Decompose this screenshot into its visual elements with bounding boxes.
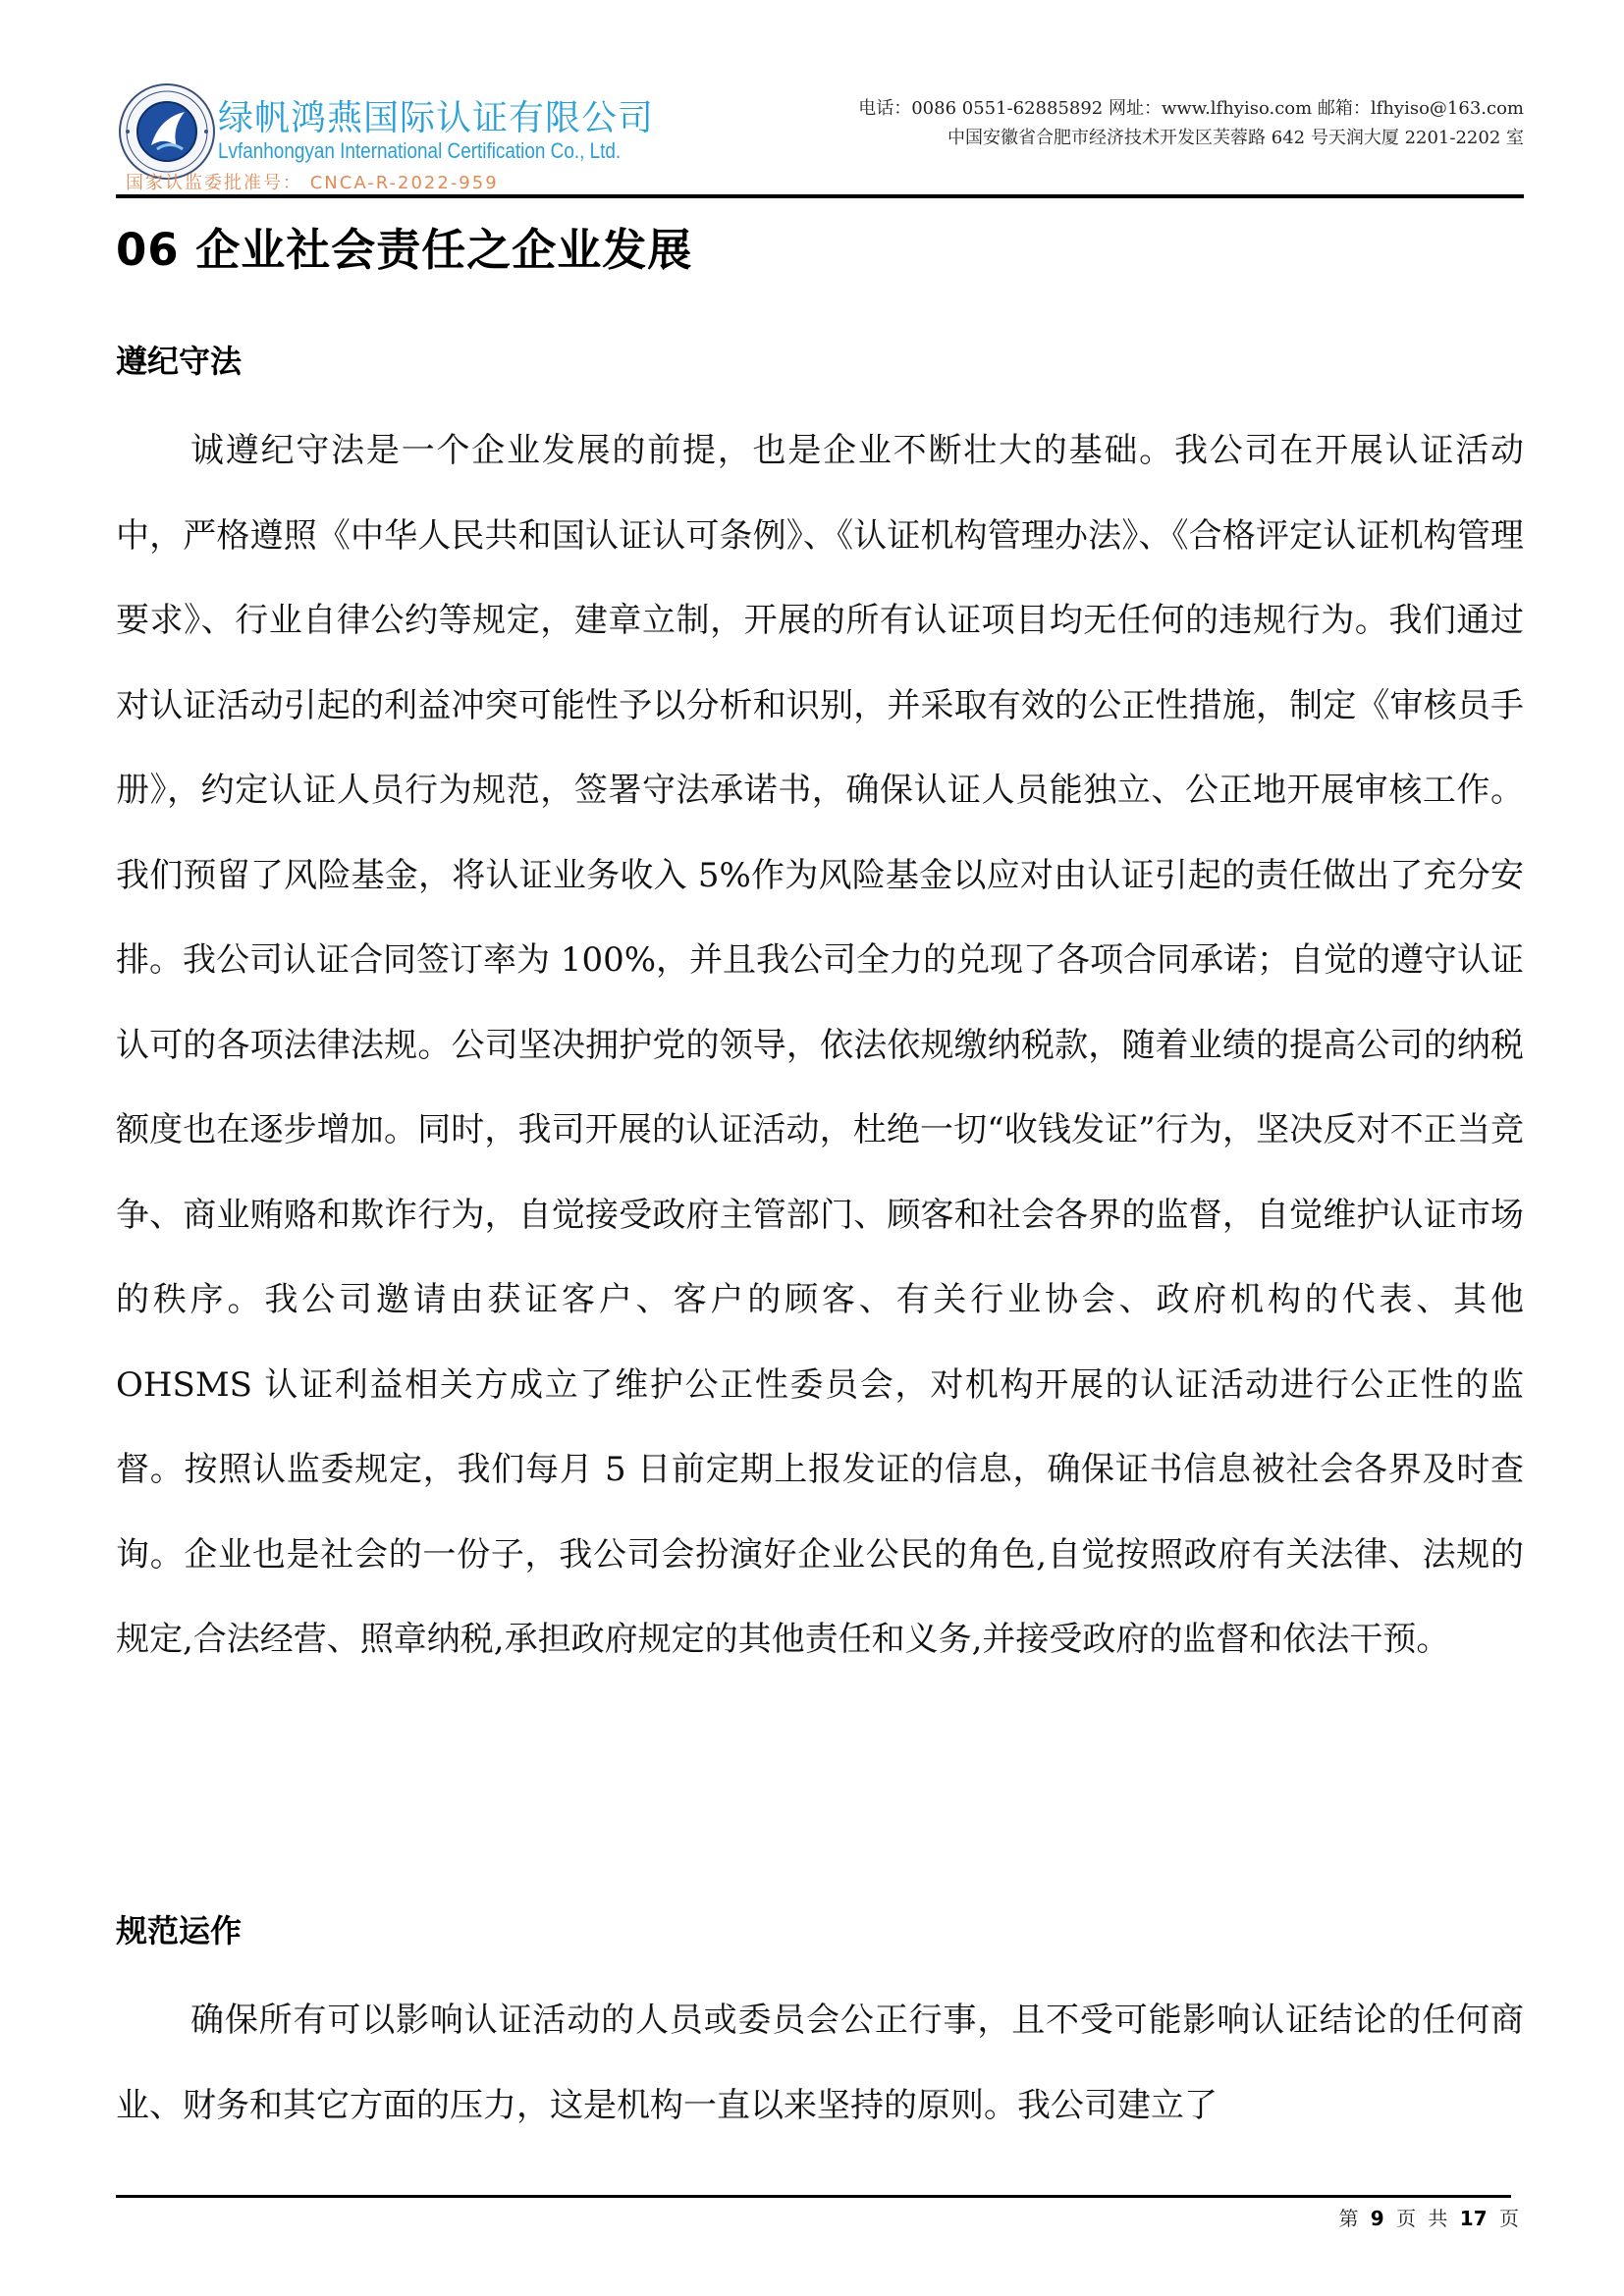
total-pages: 17: [1459, 2207, 1488, 2230]
letterhead: [116, 77, 1524, 196]
company-seal-logo-icon: [118, 82, 216, 181]
footer-divider: [116, 2195, 1511, 2198]
company-name-en: Lvfanhongyan International Certification Co., Ltd.: [218, 138, 622, 163]
page-number: [1338, 2203, 1519, 2231]
paragraph-compliance: 诚遵纪守法是一个企业发展的前提，也是企业不断壮大的基础。我公司在开展认证活动中，严格遵照《中华人民共和国认证认可条例》、《认证机构管理办法》、《合格评定认证机构管理要求》、行业自律公约等规定，建章立制，开展的所有认证项目均无任何的违规行为。我们通过对认证活动引起的利益冲突可能性予以分析和识别，并采取有效的公正性措施，制定《审核员手册》，约定认证人员行为规范，签署守法承诺书，确保认证人员能独立、公正地开展审核工作。我们预留了风险基金，将认证业务收入 5%作为风险基金以应对由认证引起的责任做出了充分安排。我公司认证合同签订率为 100%，并且我公司全力的兑现了各项合同承诺；自觉的遵守认证认可的各项法律法规。公司坚决拥护党的领导，依法依规缴纳税款，随着业绩的提高公司的纳税额度也在逐步增加。同时，我司开展的认证活动，杜绝一切“收钱发证”行为，坚决反对不正当竞争、商业贿赂和欺诈行为，自觉接受政府主管部门、顾客和社会各界的监督，自觉维护认证市场的秩序。我公司邀请由获证客户、客户的顾客、有关行业协会、政府机构的代表、其他 OHSMS 认证利益相关方成立了维护公正性委员会，对机构开展的认证活动进行公正性的监督。按照认监委规定，我们每月 5 日前定期上报发证的信息，确保证书信息被社会各界及时查询。企业也是社会的一份子，我公司会扮演好企业公民的角色,自觉按照政府有关法律、法规的规定,合法经营、照章纳税,承担政府规定的其他责任和义务,并接受政府的监督和依法干预。: [116, 431, 1525, 1659]
page-title: 06 企业社会责任之企业发展: [116, 224, 693, 276]
page-mid: 页 共: [1396, 2207, 1448, 2230]
approval-number: 国家认监委批准号： CNCA-R-2022-959: [126, 173, 499, 193]
current-page: 9: [1370, 2207, 1384, 2230]
page-suffix: 页: [1499, 2207, 1519, 2230]
company-name-cn: 绿帆鸿燕国际认证有限公司: [218, 98, 655, 138]
contact-address: 中国安徽省合肥市经济技术开发区芙蓉路 642 号天润大厦 2201-2202 室: [947, 128, 1524, 148]
header-divider: [116, 194, 1524, 198]
section-heading-standard-operation: 规范运作: [116, 1912, 243, 1949]
page-prefix: 第: [1338, 2207, 1359, 2230]
contact-phone-web-email: 电话：0086 0551-62885892 网址：www.lfhyiso.com 邮箱：lfhyiso@163.com: [858, 98, 1524, 119]
contact-info: [858, 94, 1524, 153]
paragraph-standard-operation: 确保所有可以影响认证活动的人员或委员会公正行事，且不受可能影响认证结论的任何商业、财务和其它方面的压力，这是机构一直以来坚持的原则。我公司建立了: [116, 2001, 1524, 2125]
section-heading-compliance: 遵纪守法: [116, 343, 243, 380]
